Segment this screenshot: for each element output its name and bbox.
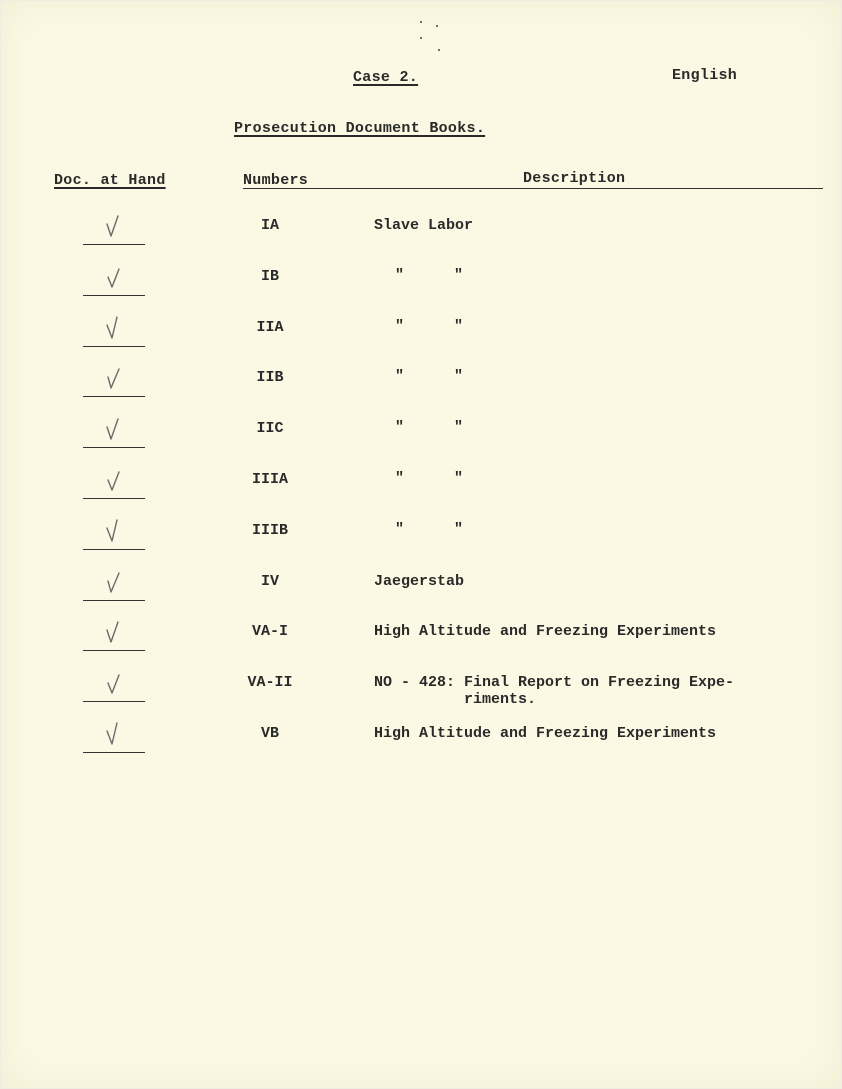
checkmark-icon [105, 214, 125, 240]
case-title: Case 2. [353, 69, 419, 86]
book-number: IIC [256, 420, 284, 438]
book-number: IIIA [251, 471, 288, 488]
checkmark-icon [105, 265, 125, 291]
list-item [1, 316, 841, 356]
check-line [83, 366, 145, 397]
book-number: IB [260, 267, 279, 285]
column-header-description: Description [523, 170, 626, 187]
list-item [1, 468, 841, 508]
ditto-mark: " [454, 266, 464, 284]
checkmark-icon [105, 366, 125, 392]
list-item [1, 366, 841, 406]
check-line [83, 620, 145, 651]
ditto-marks: " [395, 266, 405, 284]
book-number: VA-II [247, 674, 293, 692]
book-description: Slave Labor [374, 217, 474, 234]
ditto-mark: " [454, 419, 464, 437]
checkmark-icon [105, 468, 125, 494]
check-line [83, 265, 145, 296]
book-number: IIB [256, 369, 284, 387]
check-line [83, 519, 145, 550]
book-number: VB [260, 725, 279, 742]
list-item [1, 671, 841, 711]
book-description: NO - 428: Final Report on Freezing Expe- riments. [374, 674, 735, 709]
list-item [1, 265, 841, 305]
book-number: IIA [256, 318, 284, 336]
check-line [83, 722, 145, 753]
ditto-marks: " [395, 520, 405, 538]
checkmark-icon [105, 671, 125, 697]
list-item [1, 519, 841, 559]
checkmark-icon [105, 417, 125, 443]
list-item [1, 570, 841, 610]
list-item [1, 214, 841, 254]
book-description: High Altitude and Freezing Experiments [374, 623, 717, 641]
book-number: IA [260, 217, 279, 234]
check-line [83, 417, 145, 448]
check-line [83, 570, 145, 601]
list-item [1, 417, 841, 457]
ditto-marks: " [395, 470, 405, 487]
checkmark-icon [105, 316, 125, 342]
checkmark-icon [105, 722, 125, 748]
list-item [1, 722, 841, 762]
book-number: VA-I [251, 623, 288, 641]
checkmark-icon [105, 620, 125, 646]
checkmark-icon [105, 519, 125, 545]
book-description: Jaegerstab [374, 572, 465, 590]
check-line [83, 214, 145, 245]
ditto-marks: " [395, 368, 405, 386]
ditto-mark: " [454, 520, 464, 538]
column-header-numbers: Numbers [243, 172, 309, 189]
document-page [1, 1, 841, 1088]
book-number: IIIB [251, 521, 288, 539]
ditto-mark: " [454, 317, 464, 335]
ditto-mark: " [454, 368, 464, 386]
check-line [83, 316, 145, 347]
column-header-doc-at-hand: Doc. at Hand [54, 172, 166, 189]
list-item [1, 620, 841, 660]
check-line [83, 671, 145, 702]
document-subtitle: Prosecution Document Books. [234, 120, 486, 137]
ditto-marks: " [395, 419, 405, 437]
book-description: High Altitude and Freezing Experiments [374, 725, 717, 742]
language-label: English [672, 67, 738, 84]
ditto-marks: " [395, 317, 405, 335]
book-number: IV [260, 572, 279, 590]
check-line [83, 468, 145, 499]
header-rule [243, 188, 823, 189]
checkmark-icon [105, 570, 125, 596]
ditto-mark: " [454, 470, 464, 487]
